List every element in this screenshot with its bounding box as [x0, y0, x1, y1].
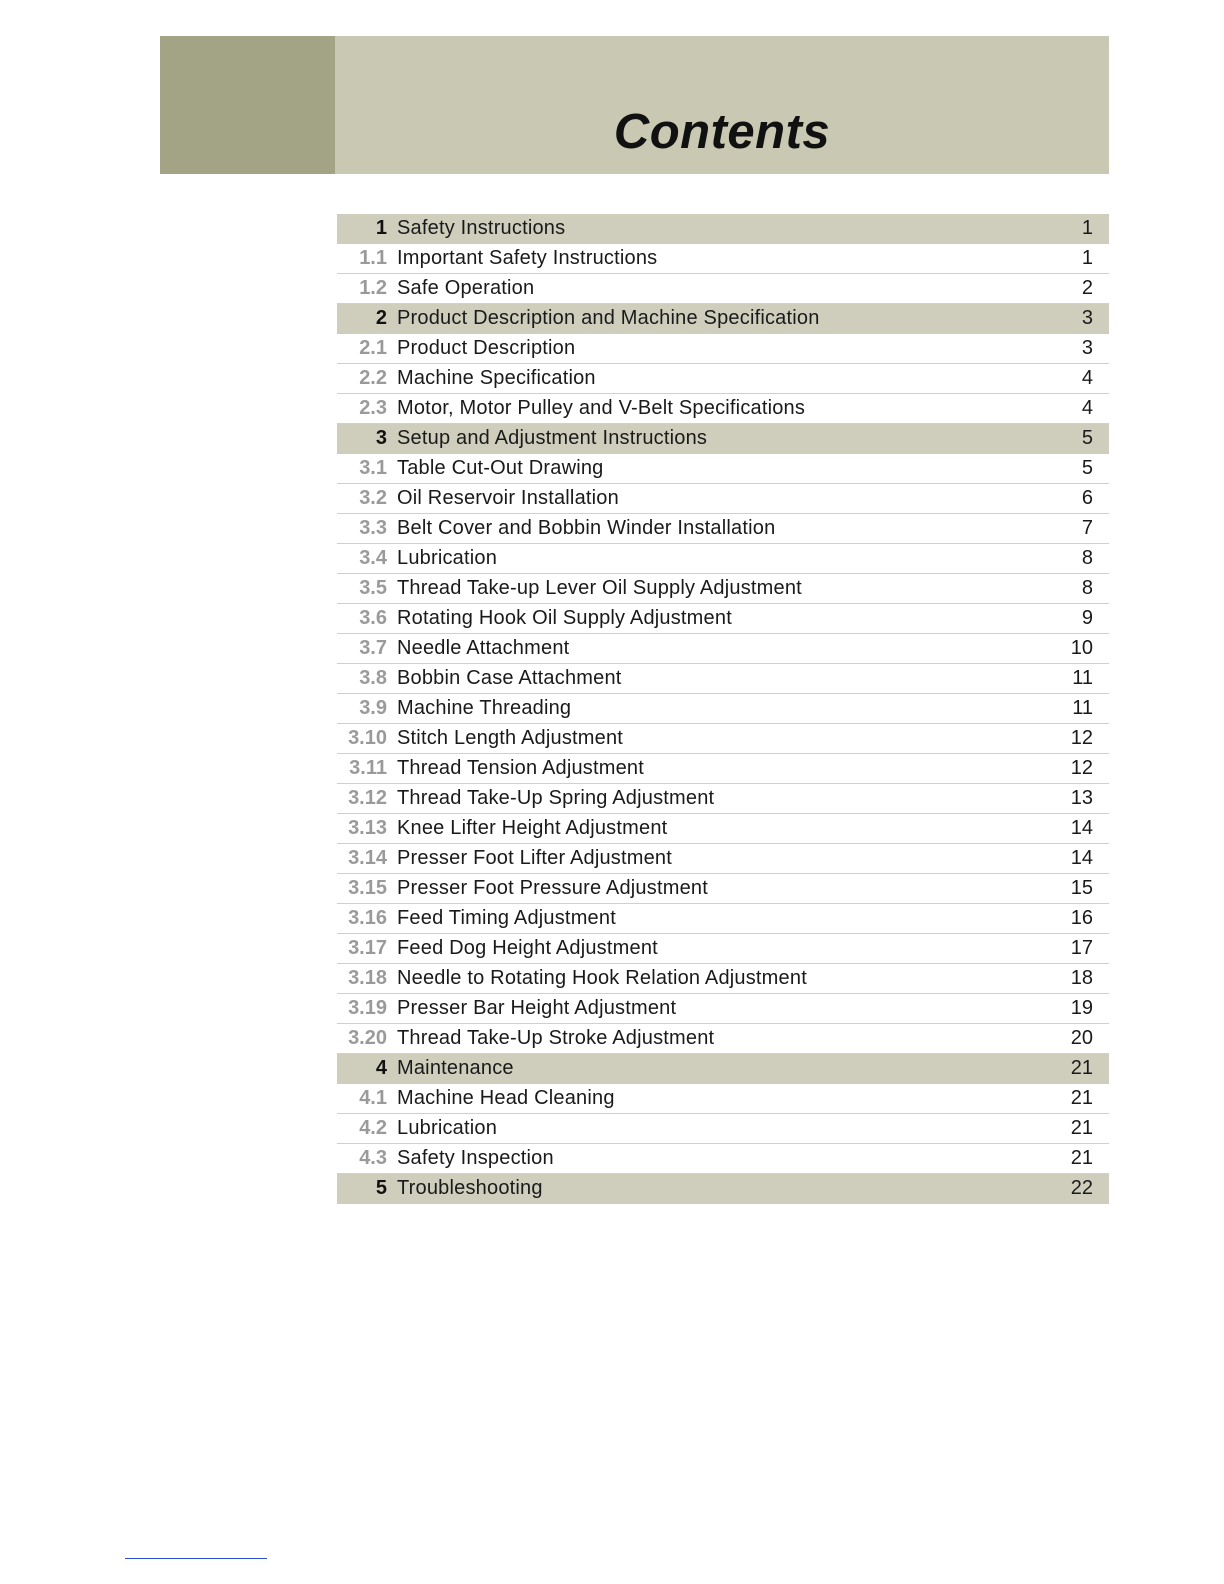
- toc-entry-number: 3.13: [348, 817, 387, 839]
- toc-entry-label: Safety Inspection: [397, 1147, 554, 1169]
- toc-entry-number: 1.2: [359, 277, 387, 299]
- toc-entry-label: Table Cut-Out Drawing: [397, 457, 604, 479]
- toc-entry-page: 20: [1070, 1027, 1093, 1049]
- toc-entry-page: 22: [1070, 1177, 1093, 1199]
- toc-entry-number: 3.10: [348, 727, 387, 749]
- toc-entry-page: 21: [1070, 1057, 1093, 1079]
- toc-entry-label: Feed Dog Height Adjustment: [397, 937, 658, 959]
- toc-section-row[interactable]: [337, 1114, 1109, 1144]
- toc-entry-page: 15: [1070, 877, 1093, 899]
- toc-section-row[interactable]: [337, 934, 1109, 964]
- toc-entry-page: 10: [1070, 637, 1093, 659]
- toc-section-row[interactable]: [337, 574, 1109, 604]
- toc-entry-number: 3.16: [348, 907, 387, 929]
- toc-entry-label: Thread Take-Up Spring Adjustment: [397, 787, 715, 809]
- toc-entry-number: 2: [375, 307, 387, 329]
- toc-entry-number: 5: [375, 1177, 387, 1199]
- toc-entry-page: 11: [1072, 667, 1093, 689]
- toc-entry-label: Stitch Length Adjustment: [397, 727, 624, 749]
- toc-entry-label: Presser Foot Pressure Adjustment: [397, 877, 708, 899]
- toc-section-row[interactable]: [337, 454, 1109, 484]
- toc-section-row[interactable]: [337, 1144, 1109, 1174]
- toc-entry-page: 16: [1070, 907, 1093, 929]
- toc-entry-number: 3.1: [359, 457, 387, 479]
- toc-entry-label: Thread Tension Adjustment: [397, 757, 645, 779]
- toc-entry-page: 13: [1070, 787, 1093, 809]
- toc-entry-number: 3.7: [359, 637, 387, 659]
- toc-section-row[interactable]: [337, 244, 1109, 274]
- toc-entry-label: Thread Take-up Lever Oil Supply Adjustment: [397, 577, 802, 599]
- toc-entry-page: 8: [1081, 547, 1093, 569]
- toc-entry-number: 3: [375, 427, 387, 449]
- toc-entry-label: Safe Operation: [397, 277, 535, 299]
- toc-entry-label: Machine Head Cleaning: [397, 1087, 615, 1109]
- toc-section-row[interactable]: [337, 274, 1109, 304]
- toc-section-row[interactable]: [337, 604, 1109, 634]
- toc-entry-number: 3.6: [359, 607, 387, 629]
- toc-entry-label: Knee Lifter Height Adjustment: [397, 817, 668, 839]
- toc-entry-label: Troubleshooting: [397, 1177, 543, 1199]
- toc-entry-number: 3.11: [349, 757, 387, 779]
- toc-section-row[interactable]: [337, 544, 1109, 574]
- toc-entry-page: 11: [1072, 697, 1093, 719]
- toc-entry-page: 4: [1081, 367, 1093, 389]
- toc-section-row[interactable]: [337, 1084, 1109, 1114]
- toc-entry-label: Oil Reservoir Installation: [397, 487, 619, 509]
- toc-entry-label: Presser Bar Height Adjustment: [397, 997, 677, 1019]
- header-accent-block: [160, 36, 335, 174]
- toc-entry-label: Presser Foot Lifter Adjustment: [397, 847, 673, 869]
- toc-entry-page: 8: [1081, 577, 1093, 599]
- toc-entry-label: Maintenance: [397, 1057, 514, 1079]
- toc-section-row[interactable]: [337, 994, 1109, 1024]
- toc-entry-number: 3.8: [359, 667, 387, 689]
- toc-section-row[interactable]: [337, 694, 1109, 724]
- toc-entry-label: Needle Attachment: [397, 637, 570, 659]
- toc-entry-number: 3.5: [359, 577, 387, 599]
- toc-entry-number: 1: [375, 217, 387, 239]
- toc-section-row[interactable]: [337, 964, 1109, 994]
- toc-entry-number: 3.9: [359, 697, 387, 719]
- toc-entry-page: 14: [1070, 847, 1093, 869]
- toc-section-row[interactable]: [337, 634, 1109, 664]
- toc-entry-number: 3.17: [348, 937, 387, 959]
- toc-section-row[interactable]: [337, 844, 1109, 874]
- toc-entry-label: Belt Cover and Bobbin Winder Installation: [397, 517, 776, 539]
- toc-entry-label: Setup and Adjustment Instructions: [397, 427, 708, 449]
- toc-chapter-row[interactable]: [337, 304, 1109, 334]
- toc-entry-page: 21: [1070, 1147, 1093, 1169]
- toc-entry-page: 3: [1081, 337, 1093, 359]
- toc-entry-label: Feed Timing Adjustment: [397, 907, 616, 929]
- toc-chapter-row[interactable]: [337, 424, 1109, 454]
- toc-entry-page: 14: [1070, 817, 1093, 839]
- toc-entry-label: Machine Specification: [397, 367, 596, 389]
- toc-section-row[interactable]: [337, 514, 1109, 544]
- toc-entry-label: Thread Take-Up Stroke Adjustment: [397, 1027, 715, 1049]
- toc-section-row[interactable]: [337, 394, 1109, 424]
- toc-entry-label: Rotating Hook Oil Supply Adjustment: [397, 607, 732, 629]
- toc-entry-page: 9: [1081, 607, 1093, 629]
- toc-entry-number: 4.1: [359, 1087, 387, 1109]
- toc-chapter-row[interactable]: [337, 1174, 1109, 1204]
- toc-section-row[interactable]: [337, 814, 1109, 844]
- toc-section-row[interactable]: [337, 784, 1109, 814]
- toc-entry-label: Motor, Motor Pulley and V-Belt Specifications: [397, 397, 806, 419]
- toc-chapter-row[interactable]: [337, 1054, 1109, 1084]
- footer-link-underline[interactable]: [125, 1558, 267, 1559]
- toc-entry-number: 3.20: [348, 1027, 387, 1049]
- toc-entry-label: Needle to Rotating Hook Relation Adjustment: [397, 967, 807, 989]
- header-banner: [335, 36, 1109, 174]
- toc-section-row[interactable]: [337, 724, 1109, 754]
- toc-chapter-row[interactable]: [337, 214, 1109, 244]
- toc-entry-page: 19: [1070, 997, 1093, 1019]
- toc-entry-page: 3: [1081, 307, 1093, 329]
- toc-entry-number: 4: [375, 1057, 387, 1079]
- toc-entry-page: 1: [1081, 217, 1093, 239]
- toc-entry-page: 6: [1081, 487, 1093, 509]
- toc-entry-page: 1: [1081, 247, 1093, 269]
- toc-entry-page: 21: [1070, 1117, 1093, 1139]
- toc-entry-label: Important Safety Instructions: [397, 247, 658, 269]
- toc-entry-number: 3.19: [348, 997, 387, 1019]
- toc-entry-page: 4: [1081, 397, 1093, 419]
- toc-entry-label: Lubrication: [397, 547, 498, 569]
- toc-entry-number: 4.2: [359, 1117, 387, 1139]
- toc-entry-number: 3.18: [348, 967, 387, 989]
- toc-entry-number: 3.15: [348, 877, 387, 899]
- toc-entry-label: Product Description and Machine Specification: [397, 307, 820, 329]
- toc-entry-page: 12: [1070, 727, 1093, 749]
- toc-entry-page: 17: [1070, 937, 1093, 959]
- toc-entry-number: 4.3: [359, 1147, 387, 1169]
- toc-entry-page: 12: [1070, 757, 1093, 779]
- toc-entry-number: 3.2: [359, 487, 387, 509]
- toc-entry-number: 2.2: [359, 367, 387, 389]
- toc-entry-label: Machine Threading: [397, 697, 572, 719]
- toc-entry-page: 21: [1070, 1087, 1093, 1109]
- table-of-contents: [337, 214, 1109, 1204]
- toc-section-row[interactable]: [337, 334, 1109, 364]
- toc-entry-page: 18: [1070, 967, 1093, 989]
- toc-section-row[interactable]: [337, 484, 1109, 514]
- toc-entry-page: 2: [1081, 277, 1093, 299]
- toc-section-row[interactable]: [337, 754, 1109, 784]
- toc-entry-number: 3.4: [359, 547, 387, 569]
- toc-section-row[interactable]: [337, 664, 1109, 694]
- toc-section-row[interactable]: [337, 904, 1109, 934]
- toc-entry-number: 3.3: [359, 517, 387, 539]
- toc-entry-page: 7: [1081, 517, 1093, 539]
- toc-section-row[interactable]: [337, 874, 1109, 904]
- toc-section-row[interactable]: [337, 1024, 1109, 1054]
- toc-entry-number: 1.1: [359, 247, 387, 269]
- toc-entry-number: 3.12: [348, 787, 387, 809]
- toc-entry-label: Bobbin Case Attachment: [397, 667, 622, 689]
- page-title: Contents: [613, 105, 831, 159]
- toc-entry-number: 3.14: [348, 847, 387, 869]
- toc-entry-page: 5: [1081, 427, 1093, 449]
- toc-entry-number: 2.3: [359, 397, 387, 419]
- toc-section-row[interactable]: [337, 364, 1109, 394]
- toc-entry-label: Lubrication: [397, 1117, 498, 1139]
- toc-entry-label: Product Description: [397, 337, 576, 359]
- toc-entry-label: Safety Instructions: [397, 217, 566, 239]
- toc-entry-number: 2.1: [359, 337, 387, 359]
- toc-entry-page: 5: [1081, 457, 1093, 479]
